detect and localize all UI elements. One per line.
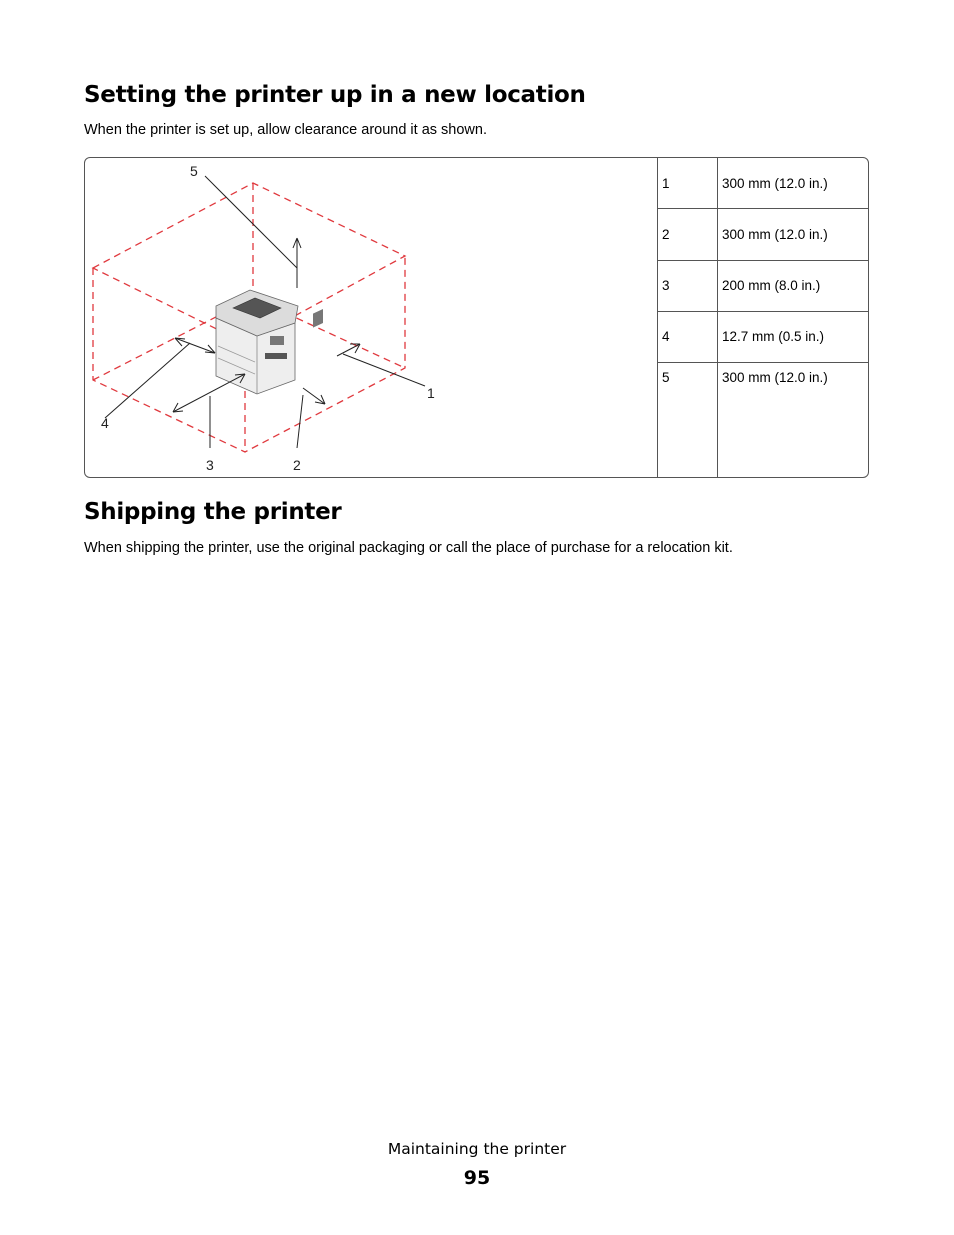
- footer-chapter-title: Maintaining the printer: [387, 1140, 567, 1158]
- legend-value: 300 mm (12.0 in.): [718, 209, 870, 260]
- table-row: [658, 260, 870, 311]
- page-number: 95: [463, 1167, 491, 1189]
- clearance-diagram: [85, 158, 657, 478]
- table-row: [658, 209, 870, 260]
- legend-number: 2: [658, 209, 718, 260]
- clearance-legend-table: [657, 157, 869, 478]
- legend-number: 1: [658, 158, 718, 209]
- callout-2: 2: [293, 457, 301, 473]
- callout-5: 5: [190, 163, 198, 179]
- legend-value: 12.7 mm (0.5 in.): [718, 311, 870, 362]
- section-heading-new-location: Setting the printer up in a new location: [84, 82, 586, 108]
- clearance-figure: [84, 157, 869, 478]
- legend-number: 3: [658, 260, 718, 311]
- section-heading-shipping: Shipping the printer: [84, 499, 342, 525]
- table-row: [658, 311, 870, 362]
- table-row: [658, 363, 870, 478]
- section-body-new-location: When the printer is set up, allow clearance around it as shown.: [84, 122, 487, 138]
- legend-number: 4: [658, 311, 718, 362]
- callout-4: 4: [101, 415, 109, 431]
- legend-value: 300 mm (12.0 in.): [718, 158, 870, 209]
- table-row: [658, 158, 870, 209]
- legend-value: 300 mm (12.0 in.): [718, 363, 870, 478]
- printer-illustration: [216, 290, 323, 394]
- callout-1: 1: [427, 385, 435, 401]
- section-body-shipping: When shipping the printer, use the original packaging or call the place of purchase for a relocation kit.: [84, 540, 733, 556]
- legend-number: 5: [658, 363, 718, 478]
- legend-value: 200 mm (8.0 in.): [718, 260, 870, 311]
- callout-3: 3: [206, 457, 214, 473]
